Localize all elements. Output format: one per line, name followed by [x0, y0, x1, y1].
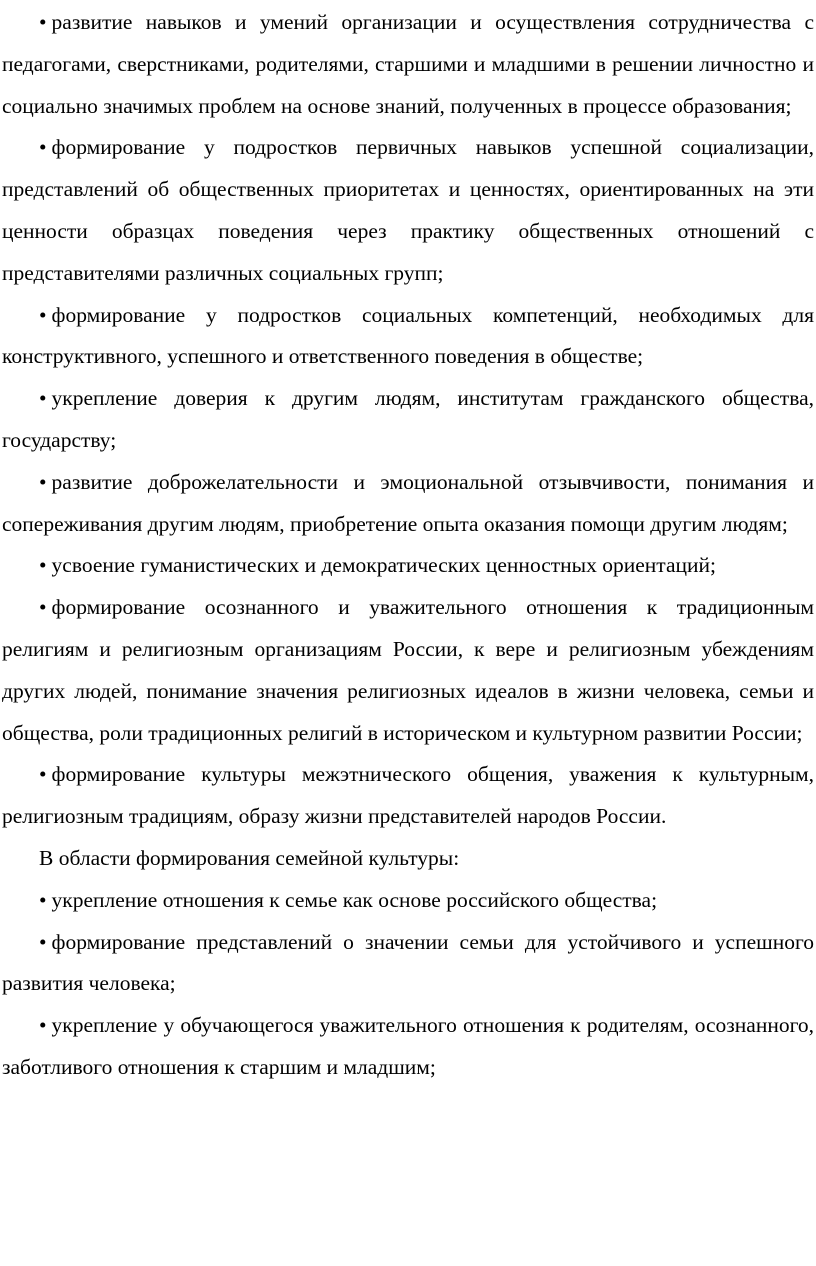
paragraph-text: формирование у подростков социальных компетенций, необходимых для конструктивного, успешного и ответственного поведения в обществе; — [2, 302, 814, 369]
paragraph-12 — [2, 1005, 814, 1089]
paragraph-2 — [2, 127, 814, 294]
paragraph-text: В области формирования семейной культуры: — [39, 845, 460, 870]
paragraph-11 — [2, 922, 814, 1006]
paragraph-4 — [2, 378, 814, 462]
bullet-mark: • — [39, 135, 47, 160]
paragraph-7 — [2, 587, 814, 754]
bullet-mark: • — [39, 762, 47, 787]
paragraph-text: развитие доброжелательности и эмоциональной отзывчивости, понимания и сопереживания другим людям, приобретение опыта оказания помощи другим людям; — [2, 469, 814, 536]
paragraph-1 — [2, 2, 814, 127]
bullet-mark: • — [39, 1013, 47, 1038]
paragraph-text: укрепление отношения к семье как основе российского общества; — [51, 887, 658, 912]
paragraph-text: формирование у подростков первичных навыков успешной социализации, представлений об общественных приоритетах и ценностях, ориентированных на эти ценности образцах поведения через практику общественных отношений с представителями различных социальных групп; — [2, 135, 814, 285]
paragraph-text: развитие навыков и умений организации и осуществления сотрудничества с педагогами, сверстниками, родителями, старшими и младшими в решении личностно и социально значимых проблем на основе знаний, полученных в процессе образования; — [2, 10, 814, 118]
paragraph-text: формирование представлений о значении семьи для устойчивого и успешного развития человека; — [2, 929, 814, 996]
paragraph-8 — [2, 754, 814, 838]
bullet-mark: • — [39, 469, 47, 494]
bullet-mark: • — [39, 553, 47, 578]
paragraph-6 — [2, 545, 814, 587]
paragraph-text: укрепление доверия к другим людям, институтам гражданского общества, государству; — [2, 386, 814, 452]
paragraph-3 — [2, 295, 814, 379]
bullet-mark: • — [39, 10, 47, 34]
bullet-mark: • — [39, 887, 47, 912]
paragraph-text: укрепление у обучающегося уважительного отношения к родителям, осознанного, заботливого отношения к старшим и младшим; — [2, 1013, 814, 1079]
section-heading-family-culture — [2, 838, 814, 880]
bullet-mark: • — [39, 595, 47, 620]
bullet-mark: • — [39, 929, 47, 954]
paragraph-text: усвоение гуманистических и демократических ценностных ориентаций; — [51, 553, 716, 578]
paragraph-text: формирование культуры межэтнического общения, уважения к культурным, религиозным традициям, образу жизни представителей народов России. — [2, 762, 814, 829]
paragraph-text: формирование осознанного и уважительного отношения к традиционным религиям и религиозным организациям России, к вере и религиозным убеждениям других людей, понимание значения религиозных идеалов в жизни человека, семьи и общества, роли традиционных религий в историческом и культурном развитии России; — [2, 595, 814, 745]
bullet-mark: • — [39, 386, 47, 411]
paragraph-10 — [2, 880, 814, 922]
bullet-mark: • — [39, 302, 47, 327]
paragraph-5 — [2, 462, 814, 546]
